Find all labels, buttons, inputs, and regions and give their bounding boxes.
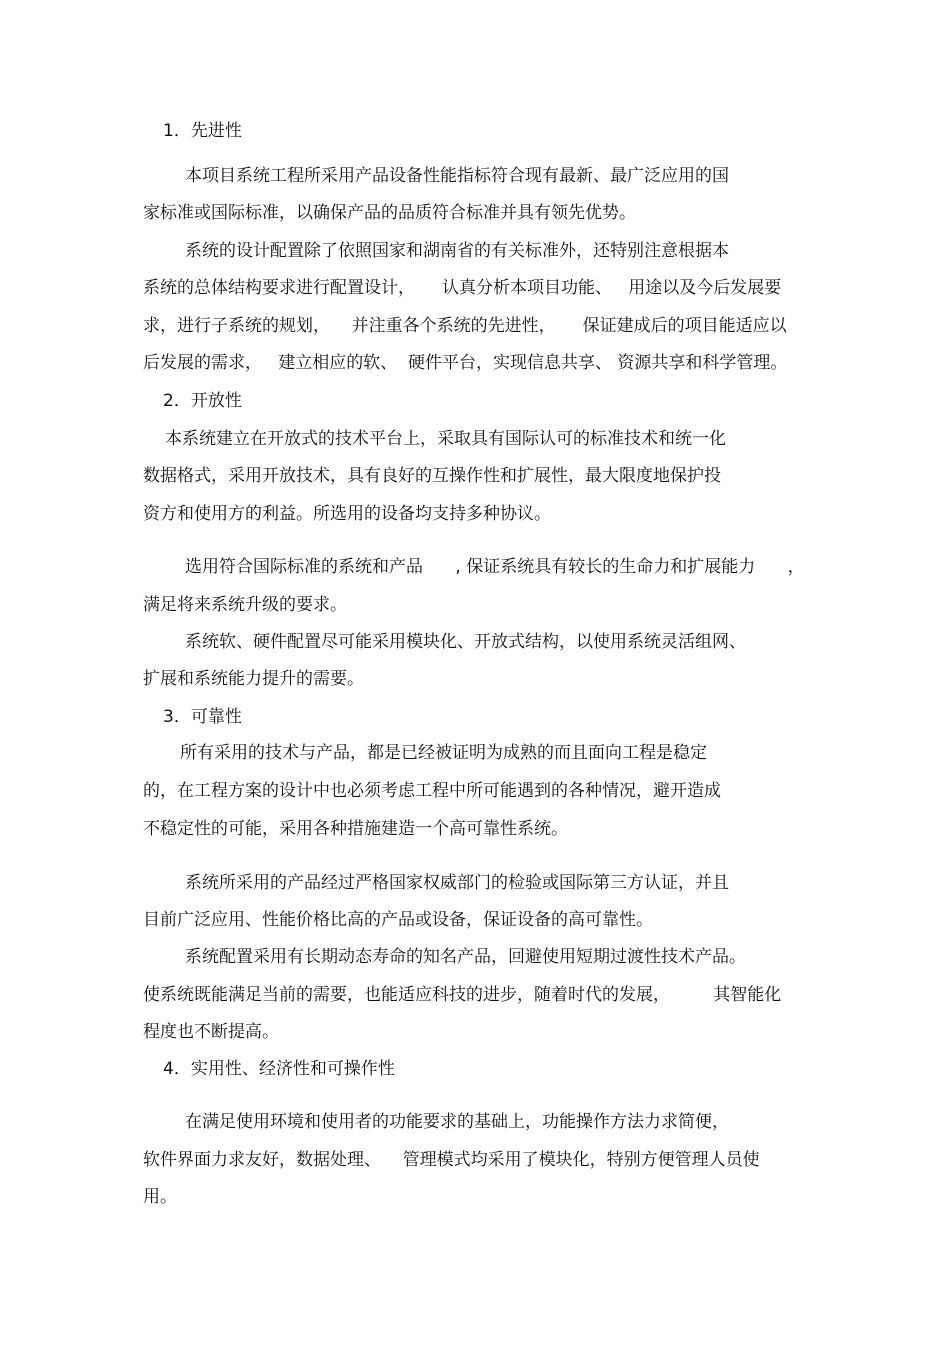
paragraph-line: 资方和使用方的利益。所选用的设备均支持多种协议。 [143, 504, 551, 524]
paragraph-line: 目前广泛应用、性能价格比高的产品或设备，保证设备的高可靠性。 [143, 910, 653, 930]
paragraph-line: 后发展的需求， 建立相应的软、 硬件平台，实现信息共享、 资源共享和科学管理。 [143, 353, 788, 373]
paragraph-line: 家标准或国际标准，以确保产品的品质符合标准并具有领先优势。 [143, 203, 636, 223]
paragraph-line: 选用符合国际标准的系统和产品 , 保证系统具有较长的生命力和扩展能力 ， [185, 557, 805, 577]
paragraph-line: 满足将来系统升级的要求。 [143, 595, 347, 615]
paragraph-line: 数据格式，采用开放技术，具有良好的互操作性和扩展性，最大限度地保护投 [143, 466, 721, 486]
paragraph-line: 在满足使用环境和使用者的功能要求的基础上，功能操作方法力求简便， [185, 1112, 729, 1132]
paragraph-line: 系统配置采用有长期动态寿命的知名产品，回避使用短期过渡性技术产品。 [185, 947, 746, 967]
paragraph-line: 使系统既能满足当前的需要，也能适应科技的进步，随着时代的发展， 其智能化 [143, 985, 782, 1005]
paragraph-line: 系统的总体结构要求进行配置设计， 认真分析本项目功能、 用途以及今后发展要 [143, 278, 782, 298]
paragraph-line: 扩展和系统能力提升的需要。 [143, 669, 364, 689]
paragraph-line: 本系统建立在开放式的技术平台上，采取具有国际认可的标准技术和统一化 [165, 429, 726, 449]
paragraph-line: 的，在工程方案的设计中也必须考虑工程中所可能遇到的各种情况，避开造成 [143, 781, 721, 801]
paragraph-line: 所有采用的技术与产品，都是已经被证明为成熟的而且面向工程是稳定 [180, 743, 707, 763]
paragraph-line: 用。 [143, 1187, 177, 1207]
paragraph-line: 系统所采用的产品经过严格国家权威部门的检验或国际第三方认证，并且 [185, 873, 729, 893]
section-heading: 3．可靠性 [163, 707, 242, 727]
paragraph-line: 软件界面力求友好，数据处理、 管理模式均采用了模块化，特别方便管理人员使 [143, 1150, 760, 1170]
section-heading: 2．开放性 [163, 391, 242, 411]
paragraph-line: 不稳定性的可能，采用各种措施建造一个高可靠性系统。 [143, 819, 568, 839]
section-heading: 1．先进性 [163, 121, 242, 141]
paragraph-line: 程度也不断提高。 [143, 1022, 279, 1042]
paragraph-line: 本项目系统工程所采用产品设备性能指标符合现有最新、最广泛应用的国 [185, 166, 729, 186]
section-heading: 4．实用性、经济性和可操作性 [163, 1059, 395, 1079]
paragraph-line: 系统的设计配置除了依照国家和湖南省的有关标准外，还特别注意根据本 [185, 241, 729, 261]
paragraph-line: 系统软、硬件配置尽可能采用模块化、开放式结构，以使用系统灵活组网、 [185, 632, 746, 652]
paragraph-line: 求，进行子系统的规划， 并注重各个系统的先进性， 保证建成后的项目能适应以 [143, 316, 787, 336]
